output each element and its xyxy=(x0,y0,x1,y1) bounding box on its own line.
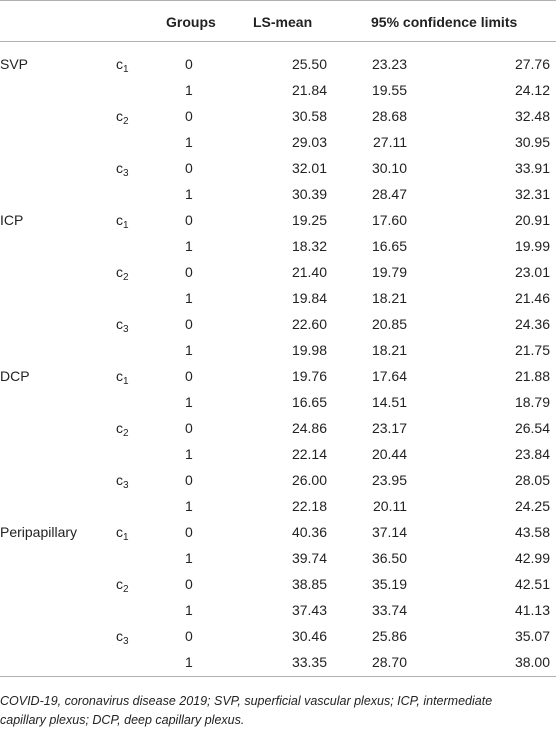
upper-limit-value: 26.54 xyxy=(514,420,550,436)
lower-limit-value: 20.85 xyxy=(371,316,407,332)
group-value: 0 xyxy=(185,628,193,644)
condition-label xyxy=(116,420,129,439)
condition-index: 1 xyxy=(123,220,129,231)
group-value: 0 xyxy=(185,108,193,124)
lsmean-value: 16.65 xyxy=(291,394,327,410)
group-value: 1 xyxy=(185,550,193,566)
lsmean-value: 38.85 xyxy=(291,576,327,592)
group-value: 1 xyxy=(185,342,193,358)
upper-limit-value: 43.58 xyxy=(514,524,550,540)
lsmean-value: 29.03 xyxy=(291,134,327,150)
condition-letter: c xyxy=(116,56,123,72)
upper-limit-value: 23.84 xyxy=(514,446,550,462)
lower-limit-value: 27.11 xyxy=(373,134,407,150)
upper-limit-value: 24.25 xyxy=(514,498,550,514)
lsmean-value: 25.50 xyxy=(291,56,327,72)
lsmean-value: 33.35 xyxy=(291,654,327,670)
condition-label xyxy=(116,368,129,387)
lower-limit-value: 17.64 xyxy=(371,368,407,384)
region-label: SVP xyxy=(0,56,29,72)
lower-limit-value: 36.50 xyxy=(371,550,407,566)
lsmean-value: 22.60 xyxy=(291,316,327,332)
lower-limit-value: 28.47 xyxy=(371,186,407,202)
group-value: 1 xyxy=(185,446,193,462)
group-value: 0 xyxy=(185,56,193,72)
upper-limit-value: 19.99 xyxy=(514,238,550,254)
upper-limit-value: 21.75 xyxy=(514,342,550,358)
condition-letter: c xyxy=(116,576,123,592)
lsmean-value: 30.46 xyxy=(291,628,327,644)
lower-limit-value: 25.86 xyxy=(371,628,407,644)
condition-index: 3 xyxy=(123,636,129,647)
upper-limit-value: 24.12 xyxy=(514,82,550,98)
group-value: 0 xyxy=(185,472,193,488)
lower-limit-value: 17.60 xyxy=(371,212,407,228)
condition-letter: c xyxy=(116,316,123,332)
lsmean-value: 19.25 xyxy=(291,212,327,228)
lsmean-value: 21.40 xyxy=(291,264,327,280)
condition-letter: c xyxy=(116,628,123,644)
condition-index: 2 xyxy=(123,272,129,283)
table-top-rule xyxy=(0,0,556,1)
condition-letter: c xyxy=(116,524,123,540)
condition-index: 2 xyxy=(123,428,129,439)
lsmean-value: 18.32 xyxy=(291,238,327,254)
condition-index: 3 xyxy=(123,324,129,335)
upper-limit-value: 23.01 xyxy=(514,264,550,280)
condition-index: 1 xyxy=(123,376,129,387)
lower-limit-value: 23.23 xyxy=(371,56,407,72)
condition-label xyxy=(116,472,129,491)
condition-label xyxy=(116,628,129,647)
upper-limit-value: 20.91 xyxy=(514,212,550,228)
lower-limit-value: 20.11 xyxy=(373,498,407,514)
upper-limit-value: 35.07 xyxy=(514,628,550,644)
lower-limit-value: 18.21 xyxy=(371,290,407,306)
lsmean-value: 37.43 xyxy=(291,602,327,618)
group-value: 0 xyxy=(185,420,193,436)
upper-limit-value: 32.31 xyxy=(514,186,550,202)
lower-limit-value: 19.79 xyxy=(371,264,407,280)
upper-limit-value: 42.99 xyxy=(514,550,550,566)
region-label: Peripapillary xyxy=(0,524,78,540)
lower-limit-value: 23.95 xyxy=(371,472,407,488)
region-label: DCP xyxy=(0,368,30,384)
upper-limit-value: 38.00 xyxy=(514,654,550,670)
condition-index: 2 xyxy=(123,584,129,595)
group-value: 1 xyxy=(185,394,193,410)
upper-limit-value: 30.95 xyxy=(514,134,550,150)
lower-limit-value: 14.51 xyxy=(371,394,407,410)
condition-letter: c xyxy=(116,472,123,488)
condition-label xyxy=(116,524,129,543)
table-footnote xyxy=(0,692,552,730)
group-value: 0 xyxy=(185,576,193,592)
lsmean-value: 26.00 xyxy=(291,472,327,488)
group-value: 0 xyxy=(185,524,193,540)
condition-label xyxy=(116,576,129,595)
lower-limit-value: 33.74 xyxy=(371,602,407,618)
condition-letter: c xyxy=(116,108,123,124)
upper-limit-value: 42.51 xyxy=(514,576,550,592)
header-confidence-limits: 95% confidence limits xyxy=(371,14,518,30)
lsmean-value: 19.98 xyxy=(291,342,327,358)
condition-label xyxy=(116,264,129,283)
upper-limit-value: 41.13 xyxy=(514,602,550,618)
lower-limit-value: 23.17 xyxy=(371,420,407,436)
condition-letter: c xyxy=(116,420,123,436)
lsmean-value: 22.18 xyxy=(291,498,327,514)
header-groups: Groups xyxy=(166,14,216,30)
group-value: 0 xyxy=(185,316,193,332)
lsmean-value: 21.84 xyxy=(291,82,327,98)
upper-limit-value: 27.76 xyxy=(514,56,550,72)
condition-label xyxy=(116,160,129,179)
header-rule xyxy=(0,41,556,42)
lower-limit-value: 28.68 xyxy=(371,108,407,124)
condition-index: 3 xyxy=(123,480,129,491)
upper-limit-value: 28.05 xyxy=(514,472,550,488)
lsmean-value: 19.76 xyxy=(291,368,327,384)
group-value: 1 xyxy=(185,238,193,254)
lsmean-value: 39.74 xyxy=(291,550,327,566)
lsmean-value: 30.39 xyxy=(291,186,327,202)
lower-limit-value: 18.21 xyxy=(371,342,407,358)
condition-index: 1 xyxy=(123,532,129,543)
upper-limit-value: 18.79 xyxy=(514,394,550,410)
upper-limit-value: 33.91 xyxy=(514,160,550,176)
condition-index: 2 xyxy=(123,116,129,127)
lower-limit-value: 37.14 xyxy=(371,524,407,540)
group-value: 0 xyxy=(185,368,193,384)
group-value: 0 xyxy=(185,160,193,176)
lsmean-value: 19.84 xyxy=(291,290,327,306)
condition-letter: c xyxy=(116,212,123,228)
lower-limit-value: 28.70 xyxy=(371,654,407,670)
group-value: 0 xyxy=(185,264,193,280)
group-value: 1 xyxy=(185,82,193,98)
lsmean-value: 22.14 xyxy=(291,446,327,462)
condition-letter: c xyxy=(116,264,123,280)
lower-limit-value: 19.55 xyxy=(371,82,407,98)
footnote-line-2: capillary plexus; DCP, deep capillary plexus. xyxy=(0,713,245,727)
condition-label xyxy=(116,108,129,127)
lsmean-value: 40.36 xyxy=(291,524,327,540)
condition-label xyxy=(116,56,129,75)
group-value: 1 xyxy=(185,654,193,670)
upper-limit-value: 21.46 xyxy=(514,290,550,306)
region-label: ICP xyxy=(0,212,24,228)
condition-label xyxy=(116,316,129,335)
group-value: 1 xyxy=(185,602,193,618)
lower-limit-value: 35.19 xyxy=(371,576,407,592)
condition-index: 1 xyxy=(123,64,129,75)
header-lsmean: LS-mean xyxy=(253,14,313,30)
upper-limit-value: 24.36 xyxy=(514,316,550,332)
group-value: 1 xyxy=(185,290,193,306)
upper-limit-value: 21.88 xyxy=(514,368,550,384)
upper-limit-value: 32.48 xyxy=(514,108,550,124)
condition-letter: c xyxy=(116,160,123,176)
group-value: 0 xyxy=(185,212,193,228)
lower-limit-value: 16.65 xyxy=(371,238,407,254)
group-value: 1 xyxy=(185,498,193,514)
table-bottom-rule xyxy=(0,676,556,677)
condition-letter: c xyxy=(116,368,123,384)
lsmean-value: 32.01 xyxy=(291,160,327,176)
lower-limit-value: 30.10 xyxy=(371,160,407,176)
footnote-line-1: COVID-19, coronavirus disease 2019; SVP, superficial vascular plexus; ICP, intermediate xyxy=(0,694,493,708)
condition-index: 3 xyxy=(123,168,129,179)
lsmean-value: 30.58 xyxy=(291,108,327,124)
lsmean-value: 24.86 xyxy=(291,420,327,436)
lower-limit-value: 20.44 xyxy=(371,446,407,462)
condition-label xyxy=(116,212,129,231)
group-value: 1 xyxy=(185,186,193,202)
group-value: 1 xyxy=(185,134,193,150)
